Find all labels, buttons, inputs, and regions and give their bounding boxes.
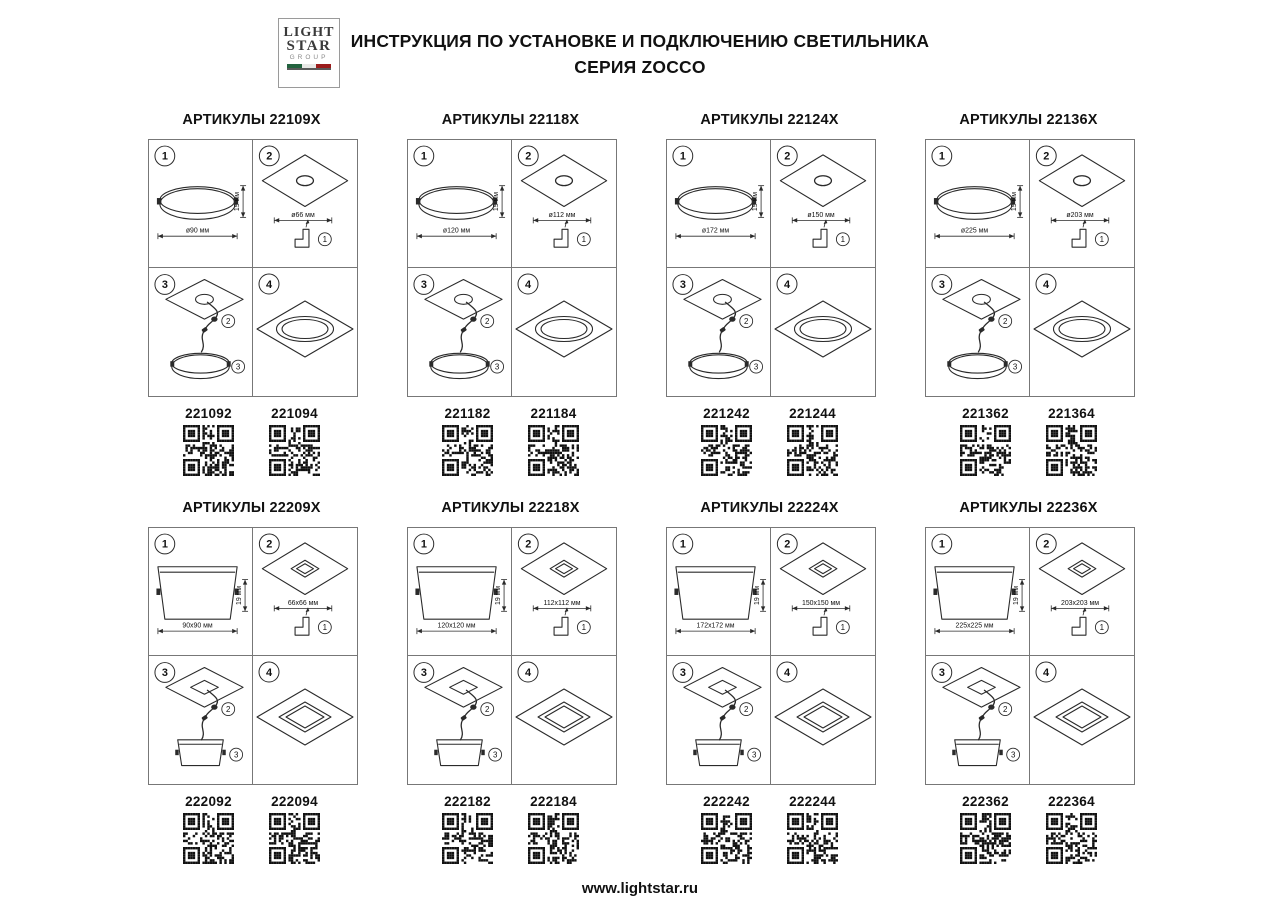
panel-22236X — [925, 500, 1133, 864]
dimension-label: 19 мм — [753, 585, 761, 606]
qr-code — [1046, 813, 1097, 864]
svg-text:1: 1 — [161, 538, 168, 551]
article-block — [181, 406, 237, 476]
dimension-label: 19 мм — [1012, 585, 1020, 606]
article-block — [785, 406, 841, 476]
qr-code — [1046, 425, 1097, 476]
logo-text-light: LIGHT — [283, 25, 335, 40]
article-code: 221242 — [703, 406, 750, 421]
diagram-step-4 — [1030, 268, 1134, 396]
sheet-footer — [0, 880, 1280, 897]
svg-text:2: 2 — [1042, 150, 1049, 163]
diagram-step-2 — [1030, 528, 1134, 656]
diagram-step-1 — [667, 140, 771, 268]
article-block — [267, 794, 323, 864]
diagram-step-4 — [512, 656, 616, 784]
qr-code — [528, 425, 579, 476]
svg-text:3: 3 — [1012, 362, 1017, 372]
dimension-label: 66x66 мм — [287, 599, 318, 607]
article-code: 222184 — [530, 794, 577, 809]
svg-text:2: 2 — [743, 704, 748, 714]
diagram-step-2 — [771, 140, 875, 268]
svg-text:3: 3 — [161, 667, 168, 680]
article-block — [181, 794, 237, 864]
svg-text:3: 3 — [492, 750, 497, 760]
diagram-step-2 — [253, 140, 357, 268]
article-block — [526, 406, 582, 476]
svg-text:2: 2 — [743, 316, 748, 326]
svg-text:1: 1 — [1099, 622, 1104, 632]
wire-connector — [988, 317, 994, 322]
diagram-step-2 — [512, 140, 616, 268]
dimension-label: 150x150 мм — [801, 599, 840, 607]
logo-flag-stripe — [287, 64, 331, 70]
svg-text:2: 2 — [225, 316, 230, 326]
diagram-step-3 — [408, 268, 512, 396]
diagram-grid — [925, 527, 1135, 785]
svg-text:4: 4 — [1042, 666, 1049, 679]
logo-text-star: STAR — [286, 38, 332, 54]
articles-row — [148, 794, 356, 864]
dimension-label: 225x225 мм — [955, 622, 994, 630]
svg-text:2: 2 — [225, 704, 230, 714]
svg-text:1: 1 — [581, 622, 586, 632]
diagram-grid — [148, 139, 358, 397]
articles-row — [666, 794, 874, 864]
article-code: 222244 — [789, 794, 836, 809]
dimension-label: 19 мм — [751, 191, 759, 212]
page-title: ИНСТРУКЦИЯ ПО УСТАНОВКЕ И ПОДКЛЮЧЕНИЮ СВЕТИЛЬНИКА — [350, 31, 930, 51]
dimension-label: ø203 мм — [1065, 211, 1094, 219]
logo-text-group: GROUP — [289, 54, 329, 61]
article-block — [526, 794, 582, 864]
dimension-label: ø112 мм — [548, 211, 575, 219]
svg-text:4: 4 — [783, 278, 790, 291]
svg-text:2: 2 — [783, 150, 790, 163]
cut-profile-icon — [554, 617, 568, 635]
diagram-step-2 — [253, 528, 357, 656]
dimension-label: 19 мм — [235, 585, 243, 606]
svg-text:1: 1 — [679, 150, 686, 163]
diagram-step-4 — [253, 268, 357, 396]
diagram-step-3 — [926, 268, 1030, 396]
svg-text:2: 2 — [1002, 316, 1007, 326]
dimension-label: ø172 мм — [701, 227, 729, 235]
qr-code — [960, 813, 1011, 864]
cut-profile-icon — [813, 229, 827, 247]
svg-text:1: 1 — [679, 538, 686, 551]
svg-text:4: 4 — [524, 278, 531, 291]
dimension-label: ø120 мм — [442, 227, 470, 235]
articles-row — [407, 794, 615, 864]
svg-text:2: 2 — [484, 704, 489, 714]
dimension-label: ø66 мм — [290, 211, 315, 219]
qr-code — [701, 425, 752, 476]
article-code: 221244 — [789, 406, 836, 421]
wire-plug — [719, 327, 726, 333]
article-block — [1044, 406, 1100, 476]
sheet-header — [0, 0, 1280, 106]
panel-22218X — [407, 500, 615, 864]
diagram-step-1 — [667, 528, 771, 656]
diagram-grid — [407, 139, 617, 397]
diagram-step-4 — [771, 268, 875, 396]
dimension-label: ø90 мм — [185, 227, 209, 235]
panel-22124X — [666, 112, 874, 476]
articles-row — [407, 406, 615, 476]
diagram-step-1 — [926, 140, 1030, 268]
svg-text:4: 4 — [265, 666, 272, 679]
diagram-grid — [925, 139, 1135, 397]
article-code: 222094 — [271, 794, 318, 809]
qr-code — [183, 425, 234, 476]
article-block — [267, 406, 323, 476]
svg-text:1: 1 — [840, 622, 845, 632]
diagram-step-3 — [667, 268, 771, 396]
dimension-label: ø150 мм — [806, 211, 835, 219]
wire-plug — [460, 327, 467, 333]
svg-text:1: 1 — [581, 234, 586, 244]
panel-title: АРТИКУЛЫ 22236X — [959, 500, 1098, 516]
diagram-grid — [148, 527, 358, 785]
title-block — [0, 14, 1280, 80]
svg-text:2: 2 — [265, 538, 272, 551]
svg-text:3: 3 — [420, 279, 427, 292]
svg-text:4: 4 — [265, 278, 272, 291]
cut-profile-icon — [295, 617, 309, 635]
article-block — [440, 794, 496, 864]
qr-code — [269, 425, 320, 476]
svg-text:4: 4 — [1042, 278, 1049, 291]
qr-code — [183, 813, 234, 864]
dimension-label: ø225 мм — [960, 227, 988, 235]
diagram-step-2 — [1030, 140, 1134, 268]
articles-row — [666, 406, 874, 476]
svg-text:2: 2 — [1002, 704, 1007, 714]
svg-text:2: 2 — [1042, 538, 1049, 551]
diagram-step-1 — [408, 140, 512, 268]
article-code: 221184 — [530, 406, 577, 421]
article-code: 221092 — [185, 406, 232, 421]
svg-text:4: 4 — [783, 666, 790, 679]
wire-connector — [211, 705, 217, 710]
dimension-label: 90x90 мм — [181, 622, 213, 630]
panel-title: АРТИКУЛЫ 22109X — [182, 112, 321, 128]
wire-plug — [978, 327, 985, 333]
svg-text:2: 2 — [524, 538, 531, 551]
cut-profile-icon — [1072, 617, 1086, 635]
cut-profile-icon — [1072, 229, 1086, 247]
svg-text:3: 3 — [1010, 750, 1015, 760]
cut-profile-icon — [813, 617, 827, 635]
diagram-step-1 — [926, 528, 1030, 656]
svg-text:1: 1 — [840, 234, 845, 244]
article-code: 222092 — [185, 794, 232, 809]
svg-text:4: 4 — [524, 666, 531, 679]
qr-code — [442, 425, 493, 476]
svg-text:1: 1 — [420, 150, 427, 163]
svg-text:3: 3 — [751, 750, 756, 760]
panel-title: АРТИКУЛЫ 22136X — [959, 112, 1098, 128]
diagram-step-4 — [1030, 656, 1134, 784]
wire-connector — [729, 317, 735, 322]
diagram-grid — [666, 527, 876, 785]
svg-text:3: 3 — [753, 362, 758, 372]
dimension-label: 19 мм — [492, 191, 500, 212]
diagram-step-4 — [771, 656, 875, 784]
wire-connector — [211, 317, 217, 322]
dimension-label: 19 мм — [494, 585, 502, 606]
svg-text:1: 1 — [322, 234, 327, 244]
panel-title: АРТИКУЛЫ 22124X — [700, 112, 839, 128]
qr-code — [442, 813, 493, 864]
dimension-label: 120x120 мм — [437, 622, 476, 630]
article-code: 222362 — [962, 794, 1009, 809]
article-block — [1044, 794, 1100, 864]
wire-connector — [729, 705, 735, 710]
dimension-label: 172x172 мм — [696, 622, 735, 630]
qr-code — [269, 813, 320, 864]
lightstar-logo — [278, 18, 340, 88]
diagram-step-4 — [253, 656, 357, 784]
article-block — [958, 794, 1014, 864]
cut-profile-icon — [295, 229, 309, 247]
svg-text:2: 2 — [783, 538, 790, 551]
wire-plug — [201, 327, 208, 333]
svg-text:2: 2 — [484, 316, 489, 326]
panel-22136X — [925, 112, 1133, 476]
svg-text:2: 2 — [524, 150, 531, 163]
svg-text:1: 1 — [938, 150, 945, 163]
article-code: 222364 — [1048, 794, 1095, 809]
wire-plug — [719, 715, 726, 721]
panel-title: АРТИКУЛЫ 22118X — [441, 112, 580, 128]
svg-text:3: 3 — [938, 667, 945, 680]
panel-22224X — [666, 500, 874, 864]
wire-plug — [460, 715, 467, 721]
panel-title: АРТИКУЛЫ 22224X — [700, 500, 839, 516]
svg-text:3: 3 — [679, 667, 686, 680]
svg-text:3: 3 — [494, 362, 499, 372]
svg-text:3: 3 — [938, 279, 945, 292]
diagram-step-1 — [408, 528, 512, 656]
cut-profile-icon — [554, 229, 568, 247]
diagram-step-2 — [512, 528, 616, 656]
qr-code — [787, 425, 838, 476]
svg-text:1: 1 — [420, 538, 427, 551]
diagram-grid — [407, 527, 617, 785]
svg-text:3: 3 — [233, 750, 238, 760]
diagram-step-2 — [771, 528, 875, 656]
article-code: 222242 — [703, 794, 750, 809]
article-code: 221182 — [444, 406, 491, 421]
wire-plug — [978, 715, 985, 721]
article-block — [958, 406, 1014, 476]
qr-code — [528, 813, 579, 864]
article-code: 221364 — [1048, 406, 1095, 421]
svg-text:2: 2 — [265, 150, 272, 163]
articles-row — [925, 406, 1133, 476]
svg-text:3: 3 — [679, 279, 686, 292]
diagram-step-1 — [149, 528, 253, 656]
diagram-step-4 — [512, 268, 616, 396]
diagram-step-3 — [408, 656, 512, 784]
website-url: www.lightstar.ru — [581, 880, 699, 897]
svg-text:1: 1 — [322, 622, 327, 632]
svg-text:1: 1 — [161, 150, 168, 163]
dimension-label: 19 мм — [233, 191, 241, 212]
wire-connector — [988, 705, 994, 710]
panels-grid — [0, 112, 1280, 864]
svg-text:1: 1 — [1099, 234, 1104, 244]
diagram-step-3 — [149, 268, 253, 396]
articles-row — [148, 406, 356, 476]
article-block — [440, 406, 496, 476]
panel-22209X — [148, 500, 356, 864]
qr-code — [960, 425, 1011, 476]
panel-22118X — [407, 112, 615, 476]
article-code: 221362 — [962, 406, 1009, 421]
diagram-step-3 — [149, 656, 253, 784]
panel-22109X — [148, 112, 356, 476]
wire-plug — [201, 715, 208, 721]
panel-title: АРТИКУЛЫ 22209X — [182, 500, 321, 516]
wire-connector — [470, 317, 476, 322]
svg-text:3: 3 — [235, 362, 240, 372]
qr-code — [701, 813, 752, 864]
diagram-step-1 — [149, 140, 253, 268]
diagram-step-3 — [926, 656, 1030, 784]
panel-title: АРТИКУЛЫ 22218X — [441, 500, 580, 516]
article-block — [699, 406, 755, 476]
article-code: 221094 — [271, 406, 318, 421]
dimension-label: 203x203 мм — [1060, 599, 1099, 607]
diagram-step-3 — [667, 656, 771, 784]
dimension-label: 19 мм — [1010, 191, 1018, 212]
svg-text:3: 3 — [161, 279, 168, 292]
diagram-grid — [666, 139, 876, 397]
qr-code — [787, 813, 838, 864]
svg-text:1: 1 — [938, 538, 945, 551]
dimension-label: 112x112 мм — [542, 599, 581, 607]
svg-text:3: 3 — [420, 667, 427, 680]
articles-row — [925, 794, 1133, 864]
wire-connector — [470, 705, 476, 710]
article-block — [699, 794, 755, 864]
article-block — [785, 794, 841, 864]
page-subtitle: СЕРИЯ ZOCCO — [574, 57, 706, 77]
article-code: 222182 — [444, 794, 491, 809]
